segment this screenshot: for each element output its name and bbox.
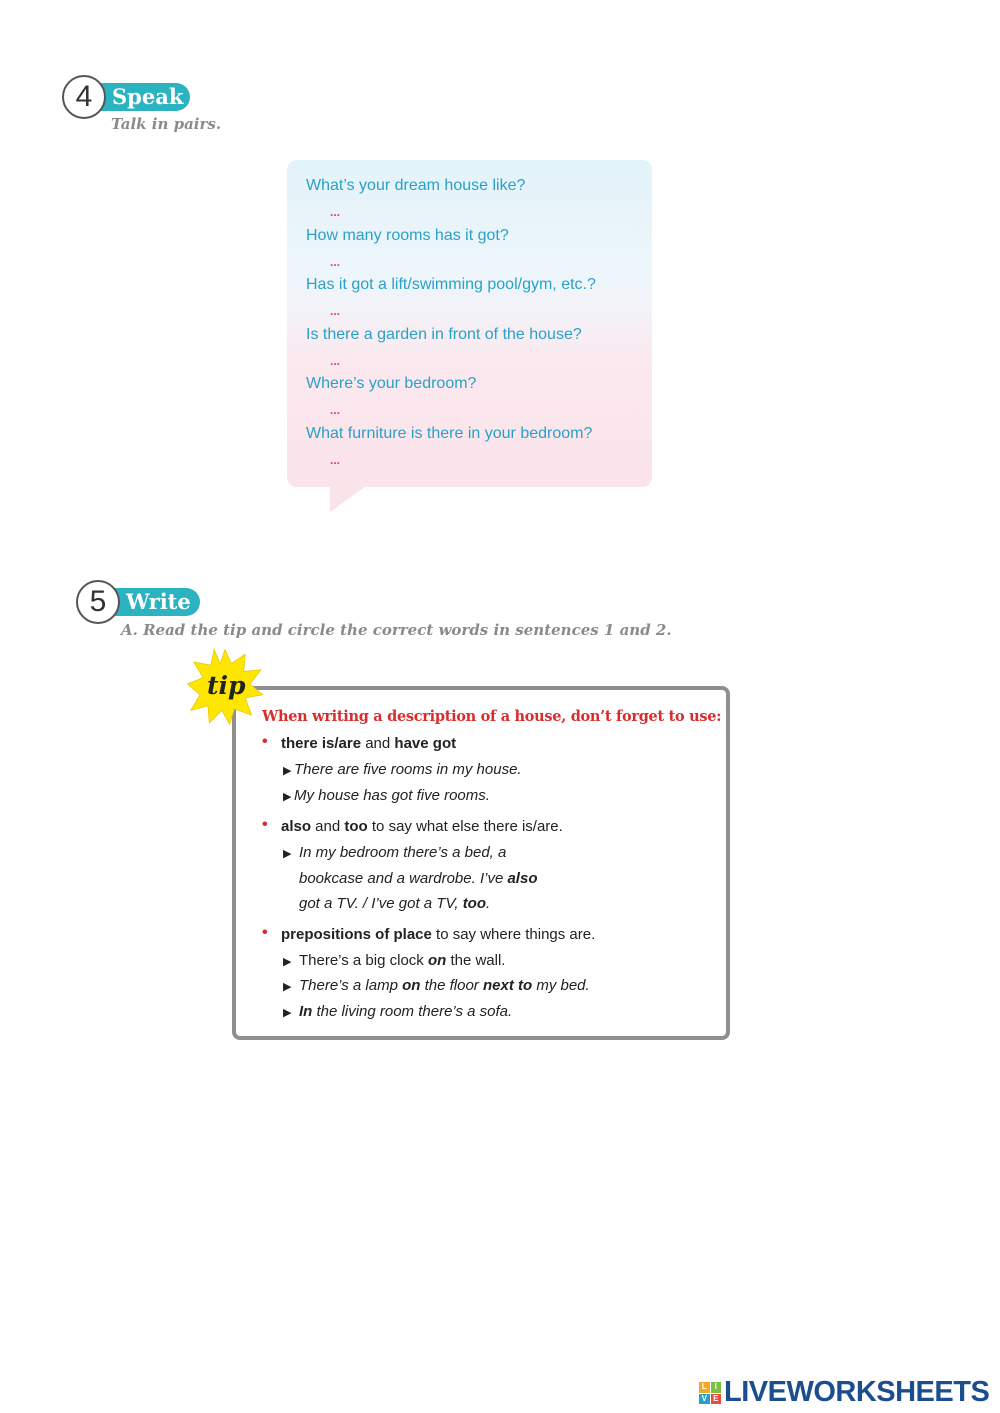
answer-6[interactable]: ... [330, 453, 341, 467]
arrow-icon: ▶ [283, 981, 292, 993]
question-6: What furniture is there in your bedroom? [306, 425, 593, 442]
arrow-icon: ▶ [283, 1007, 292, 1019]
question-4: Is there a garden in front of the house? [306, 326, 582, 343]
arrow-icon: ▶ [283, 791, 292, 803]
answer-5[interactable]: ... [330, 403, 341, 417]
answer-3[interactable]: ... [330, 304, 341, 318]
section-5-number: 5 [76, 580, 120, 624]
bullet-dot: • [262, 816, 268, 833]
tip-example-6: In the living room there’s a sofa. [299, 1003, 513, 1020]
tip-example-4: There’s a big clock on the wall. [299, 952, 506, 969]
tip-bullet-3: prepositions of place to say where things are. [281, 926, 596, 943]
tip-example-3a: In my bedroom there’s a bed, a [299, 844, 507, 861]
question-5: Where’s your bedroom? [306, 375, 477, 392]
answer-1[interactable]: ... [330, 205, 341, 219]
bullet-dot: • [262, 924, 268, 941]
speech-bubble-tail [330, 486, 366, 512]
tip-example-2: My house has got five rooms. [294, 787, 490, 804]
section-5-instruction: A. Read the tip and circle the correct words in sentences 1 and 2. [121, 621, 672, 639]
section-5-title: Write [104, 588, 200, 616]
tip-badge: tip [207, 671, 246, 700]
question-2: How many rooms has it got? [306, 227, 509, 244]
bullet-dot: • [262, 733, 268, 750]
answer-2[interactable]: ... [330, 255, 341, 269]
tip-heading: When writing a description of a house, don’t forget to use: [262, 708, 722, 725]
answer-4[interactable]: ... [330, 354, 341, 368]
tip-example-5: There’s a lamp on the floor next to my bed. [299, 977, 590, 994]
tip-example-3c: got a TV. / I’ve got a TV, too. [299, 895, 491, 912]
section-4-title: Speak [90, 83, 190, 111]
liveworksheets-logo-text[interactable]: LIVEWORKSHEETS [724, 1376, 990, 1408]
question-1: What’s your dream house like? [306, 177, 526, 194]
arrow-icon: ▶ [283, 765, 292, 777]
question-3: Has it got a lift/swimming pool/gym, etc.? [306, 276, 596, 293]
tip-example-3b: bookcase and a wardrobe. I’ve also [299, 870, 538, 887]
arrow-icon: ▶ [283, 848, 292, 860]
arrow-icon: ▶ [283, 956, 292, 968]
liveworksheets-logo-icon: L I V E [699, 1382, 721, 1404]
tip-bullet-1: there is/are and have got [281, 735, 457, 752]
tip-example-1: There are five rooms in my house. [294, 761, 522, 778]
section-4-subtitle: Talk in pairs. [111, 115, 222, 133]
tip-bullet-2: also and too to say what else there is/are. [281, 818, 563, 835]
section-4-number: 4 [62, 75, 106, 119]
